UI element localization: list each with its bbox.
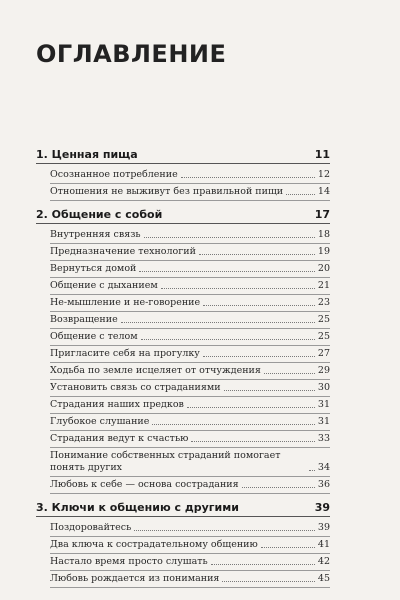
entry-page: 39 [317, 522, 330, 533]
entry-title: Страдания наших предков [50, 399, 184, 410]
leader-dots [222, 580, 315, 582]
table-of-contents [36, 147, 330, 594]
toc-section [36, 207, 330, 494]
entry-page: 21 [317, 280, 330, 291]
entry-title: Предназначение технологий [50, 246, 196, 257]
entry-title: Любовь к себе — основа сострадания [50, 479, 239, 490]
leader-dots [309, 469, 315, 471]
toc-section [36, 147, 330, 201]
entry-page: 25 [317, 331, 330, 342]
toc-entry[interactable] [50, 397, 330, 414]
entry-page: 31 [317, 416, 330, 427]
section-page: 39 [314, 501, 330, 514]
leader-dots [181, 176, 315, 178]
toc-section-heading[interactable] [36, 147, 330, 164]
toc-entry[interactable] [50, 295, 330, 312]
entry-page: 25 [317, 314, 330, 325]
entry-page: 42 [317, 556, 330, 567]
leader-dots [261, 546, 315, 548]
leader-dots [187, 406, 315, 408]
toc-entry[interactable] [50, 346, 330, 363]
section-title: 3. Ключи к общению с другими [36, 501, 239, 514]
entry-title: Ходьба по земле исцеляет от отчуждения [50, 365, 261, 376]
entry-page: 19 [317, 246, 330, 257]
entry-page: 12 [317, 169, 330, 180]
entry-page: 27 [317, 348, 330, 359]
toc-entry[interactable] [50, 363, 330, 380]
toc-entry[interactable] [50, 414, 330, 431]
entry-title: Возвращение [50, 314, 118, 325]
toc-entry[interactable] [50, 184, 330, 201]
toc-entry[interactable] [50, 520, 330, 537]
section-title: 1. Ценная пища [36, 148, 138, 161]
toc-entry[interactable] [50, 278, 330, 295]
entry-title: Любовь рождается из понимания [50, 573, 220, 584]
leader-dots [144, 236, 315, 238]
leader-dots [211, 563, 315, 565]
toc-entry[interactable] [50, 244, 330, 261]
leader-dots [161, 287, 315, 289]
entry-page: 30 [317, 382, 330, 393]
entry-title: Внутренняя связь [50, 229, 141, 240]
toc-section-heading[interactable] [36, 207, 330, 224]
toc-entry[interactable] [50, 227, 330, 244]
leader-dots [203, 304, 315, 306]
entry-page: 31 [317, 399, 330, 410]
entry-page: 23 [317, 297, 330, 308]
entry-title: Не-мышление и не-говорение [50, 297, 201, 308]
entry-title: Два ключа к сострадательному общению [50, 539, 258, 550]
entry-page: 36 [317, 479, 330, 490]
toc-entry[interactable] [50, 380, 330, 397]
entry-title: Установить связь со страданиями [50, 382, 221, 393]
entry-page: 20 [317, 263, 330, 274]
entry-page: 34 [317, 462, 330, 473]
entry-title: Пригласите себя на прогулку [50, 348, 200, 359]
toc-section [36, 500, 330, 588]
toc-entry[interactable] [50, 448, 330, 477]
toc-section-heading[interactable] [36, 500, 330, 517]
leader-dots [134, 529, 315, 531]
leader-dots [224, 389, 315, 391]
entry-title: Отношения не выживут без правильной пищи [50, 186, 284, 197]
entry-page: 45 [317, 573, 330, 584]
leader-dots [264, 372, 315, 374]
page-title: ОГЛАВЛЕНИЕ [36, 40, 227, 68]
entry-title: Вернуться домой [50, 263, 137, 274]
entry-title: Понимание собственных страданий помогает понять других [50, 450, 281, 473]
entry-page: 14 [317, 186, 330, 197]
entry-title: Поздоровайтесь [50, 522, 132, 533]
entry-title: Общение с дыханием [50, 280, 158, 291]
entry-page: 33 [317, 433, 330, 444]
toc-entry[interactable] [50, 431, 330, 448]
leader-dots [199, 253, 315, 255]
leader-dots [203, 355, 315, 357]
entry-title: Страдания ведут к счастью [50, 433, 189, 444]
toc-entry[interactable] [50, 477, 330, 494]
entry-page: 29 [317, 365, 330, 376]
leader-dots [141, 338, 315, 340]
entry-page: 18 [317, 229, 330, 240]
leader-dots [139, 270, 315, 272]
leader-dots [286, 193, 315, 195]
toc-entry[interactable] [50, 261, 330, 278]
section-page: 11 [314, 148, 330, 161]
toc-entry[interactable] [50, 537, 330, 554]
section-page: 17 [314, 208, 330, 221]
toc-entry[interactable] [50, 571, 330, 588]
entry-title: Настало время просто слушать [50, 556, 208, 567]
toc-entry[interactable] [50, 167, 330, 184]
leader-dots [191, 440, 315, 442]
entry-title: Общение с телом [50, 331, 138, 342]
leader-dots [121, 321, 315, 323]
section-title: 2. Общение с собой [36, 208, 163, 221]
toc-entry[interactable] [50, 329, 330, 346]
entry-title: Осознанное потребление [50, 169, 178, 180]
entry-title: Глубокое слушание [50, 416, 150, 427]
entry-page: 41 [317, 539, 330, 550]
leader-dots [242, 486, 315, 488]
toc-entry[interactable] [50, 312, 330, 329]
leader-dots [152, 423, 315, 425]
toc-entry[interactable] [50, 554, 330, 571]
